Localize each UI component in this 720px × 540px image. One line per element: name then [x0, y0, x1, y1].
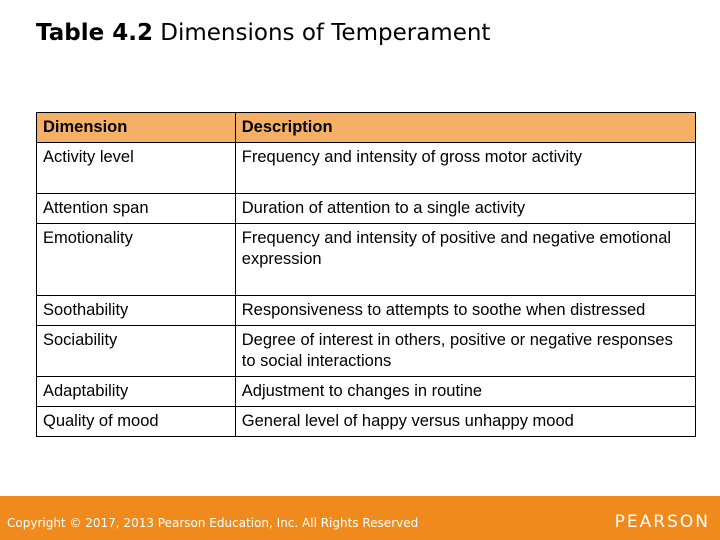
dimension-cell: Soothability	[37, 296, 236, 326]
dimension-cell: Attention span	[37, 194, 236, 224]
header-description: Description	[235, 113, 695, 143]
dimension-cell: Sociability	[37, 326, 236, 377]
header-dimension: Dimension	[37, 113, 236, 143]
dimension-cell: Activity level	[37, 143, 236, 194]
table-row	[37, 143, 696, 194]
description-cell: Duration of attention to a single activity	[235, 194, 695, 224]
copyright-notice: Copyright © 2017, 2013 Pearson Education, Inc. All Rights Reserved	[7, 516, 419, 530]
table-number: Table 4.2	[36, 20, 153, 46]
table-row	[37, 194, 696, 224]
description-cell: Frequency and intensity of gross motor activity	[235, 143, 695, 194]
table-row	[37, 296, 696, 326]
dimension-cell: Adaptability	[37, 377, 236, 407]
description-cell: Frequency and intensity of positive and negative emotional expression	[235, 224, 695, 296]
pearson-logo: PEARSON	[614, 512, 710, 532]
description-cell: Degree of interest in others, positive or negative responses to social interactions	[235, 326, 695, 377]
slide-title	[36, 16, 490, 50]
footer-bar	[0, 496, 720, 540]
description-cell: Adjustment to changes in routine	[235, 377, 695, 407]
table-row	[37, 407, 696, 437]
description-cell: General level of happy versus unhappy mood	[235, 407, 695, 437]
description-cell: Responsiveness to attempts to soothe when distressed	[235, 296, 695, 326]
table-row	[37, 326, 696, 377]
dimension-cell: Quality of mood	[37, 407, 236, 437]
table-title: Dimensions of Temperament	[160, 20, 491, 46]
table-row	[37, 224, 696, 296]
table-row	[37, 377, 696, 407]
table-header-row	[37, 113, 696, 143]
dimension-cell: Emotionality	[37, 224, 236, 296]
temperament-table	[36, 112, 696, 437]
